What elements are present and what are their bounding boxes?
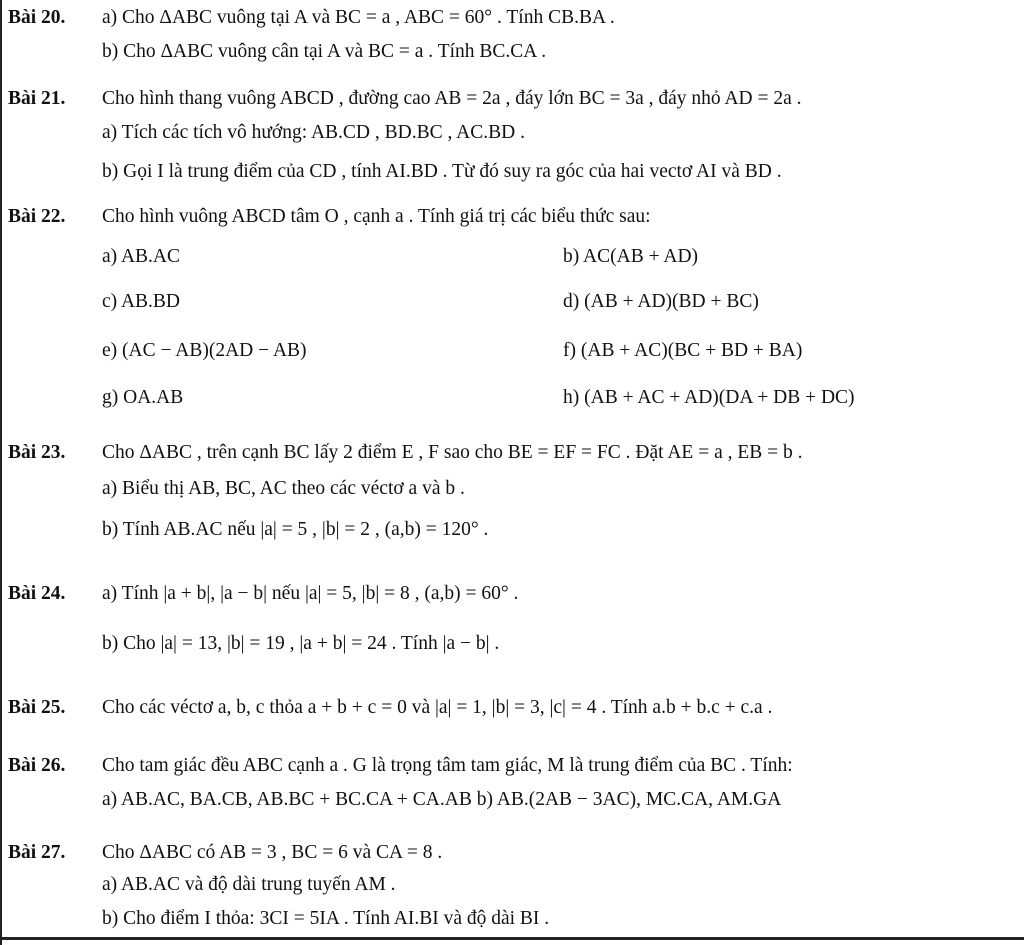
exercise-line: a) Tính |a + b|, |a − b| nếu |a| = 5, |b| = 8 , (a,b) = 60° .	[102, 583, 519, 604]
grid-item: d) (AB + AD)(BD + BC)	[563, 291, 759, 312]
exercise-number: Bài 27.	[8, 842, 66, 863]
exercise-number: Bài 23.	[8, 442, 66, 463]
grid-item: e) (AC − AB)(2AD − AB)	[102, 340, 307, 361]
exercise-line: Cho hình vuông ABCD tâm O , cạnh a . Tính giá trị các biểu thức sau:	[102, 206, 651, 227]
exercise-line: b) Cho ΔABC vuông cân tại A và BC = a . Tính BC.CA .	[102, 41, 547, 62]
grid-item: b) AC(AB + AD)	[563, 246, 699, 267]
exercise-number: Bài 21.	[8, 88, 66, 109]
exercise-line: Cho ΔABC , trên cạnh BC lấy 2 điểm E , F sao cho BE = EF = FC . Đặt AE = a , EB = b .	[102, 442, 803, 463]
exercise-line: a) AB.AC, BA.CB, AB.BC + BC.CA + CA.AB b) AB.(2AB − 3AC), MC.CA, AM.GA	[102, 789, 782, 810]
exercise-number: Bài 25.	[8, 697, 66, 718]
exercise-line: b) Tính AB.AC nếu |a| = 5 , |b| = 2 , (a,b) = 120° .	[102, 519, 489, 540]
grid-item: h) (AB + AC + AD)(DA + DB + DC)	[563, 387, 855, 408]
exercise-line: b) Cho điểm I thỏa: 3CI = 5IA . Tính AI.BI và độ dài BI .	[102, 908, 550, 929]
grid-item: c) AB.BD	[102, 291, 180, 312]
exercise-line: a) Cho ΔABC vuông tại A và BC = a , ABC = 60° . Tính CB.BA .	[102, 7, 615, 28]
exercise-number: Bài 22.	[8, 206, 66, 227]
exercise-number: Bài 26.	[8, 755, 66, 776]
exercise-line: Cho các véctơ a, b, c thỏa a + b + c = 0 và |a| = 1, |b| = 3, |c| = 4 . Tính a.b + b.c + c.a .	[102, 697, 773, 718]
grid-item: f) (AB + AC)(BC + BD + BA)	[563, 340, 803, 361]
grid-item: a) AB.AC	[102, 246, 180, 267]
exercise-number: Bài 24.	[8, 583, 66, 604]
exercise-line: a) Tích các tích vô hướng: AB.CD , BD.BC , AC.BD .	[102, 122, 525, 143]
exercise-line: a) Biểu thị AB, BC, AC theo các véctơ a và b .	[102, 478, 465, 499]
page-left-border	[0, 0, 2, 945]
exercise-line: Cho tam giác đều ABC cạnh a . G là trọng tâm tam giác, M là trung điểm của BC . Tính:	[102, 755, 793, 776]
page-bottom-border	[0, 937, 1024, 940]
exercise-line: Cho hình thang vuông ABCD , đường cao AB = 2a , đáy lớn BC = 3a , đáy nhỏ AD = 2a .	[102, 88, 802, 109]
exercise-line: Cho ΔABC có AB = 3 , BC = 6 và CA = 8 .	[102, 842, 443, 863]
exercise-line: b) Cho |a| = 13, |b| = 19 , |a + b| = 24 . Tính |a − b| .	[102, 633, 500, 654]
exercise-line: a) AB.AC và độ dài trung tuyến AM .	[102, 874, 396, 895]
exercise-line: b) Gọi I là trung điểm của CD , tính AI.BD . Từ đó suy ra góc của hai vectơ AI và BD .	[102, 161, 782, 182]
exercise-number: Bài 20.	[8, 7, 66, 28]
grid-item: g) OA.AB	[102, 387, 184, 408]
